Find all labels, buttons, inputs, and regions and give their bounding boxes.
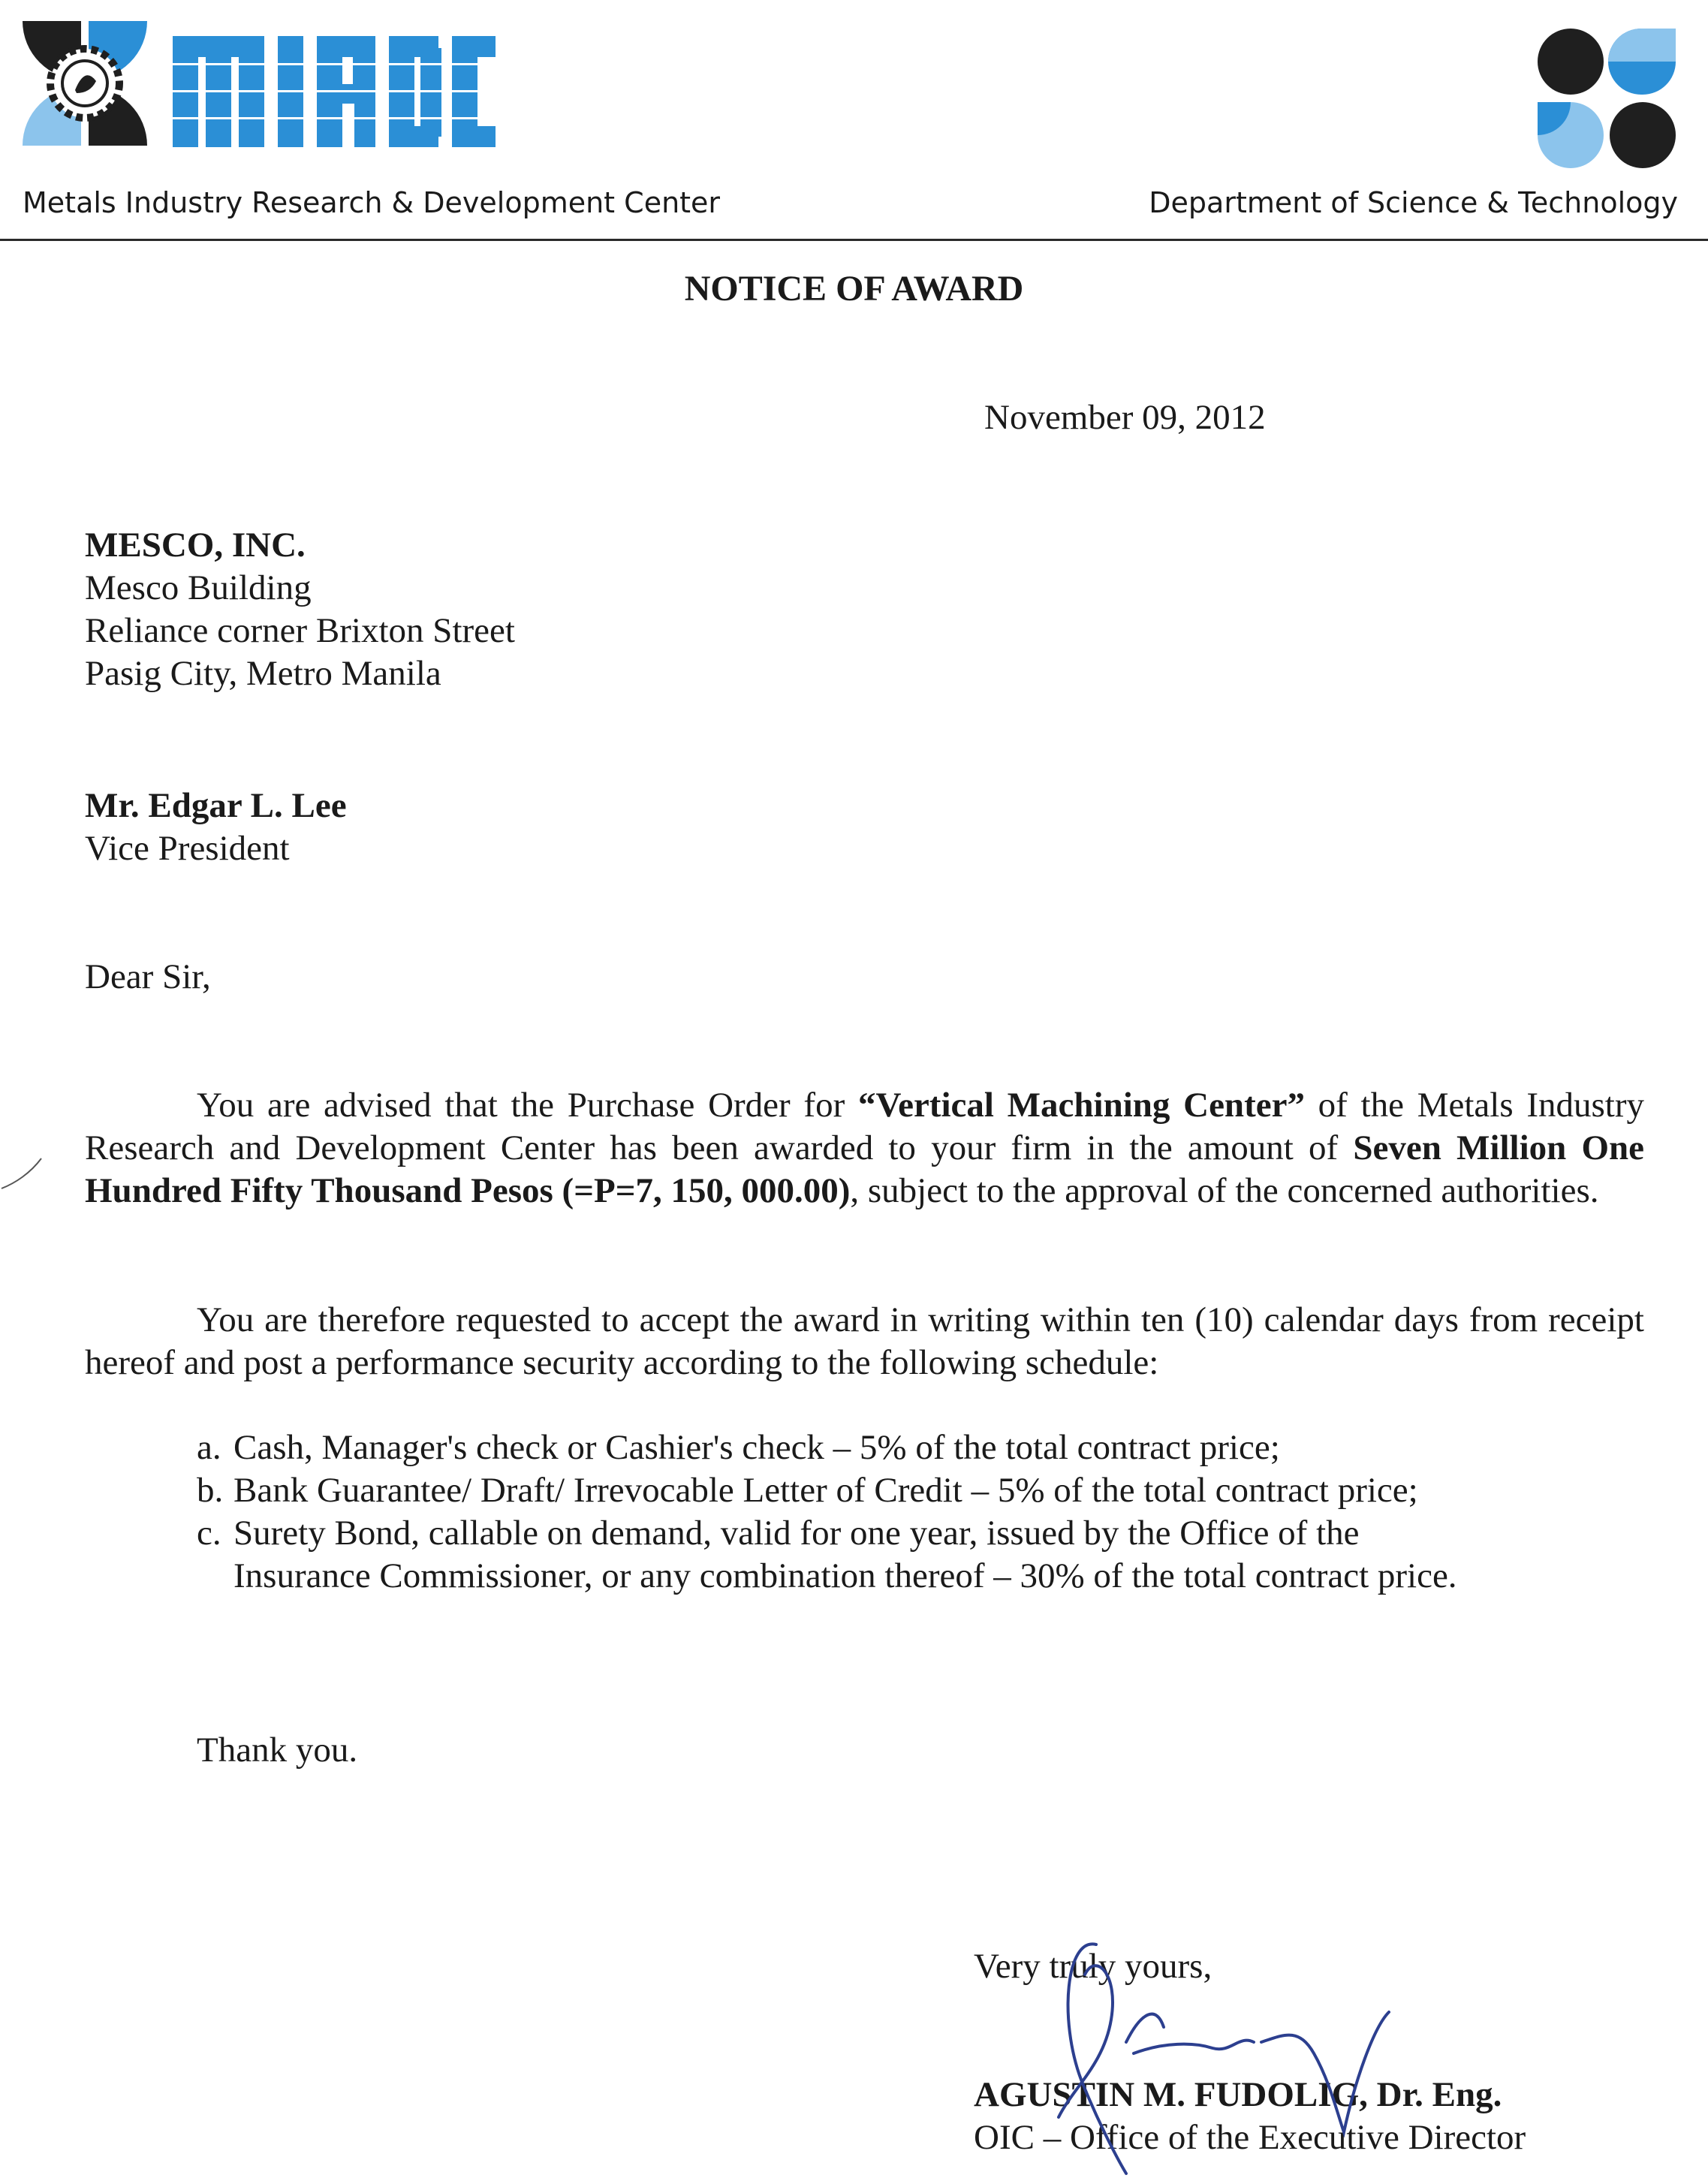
schedule-item [197,1512,1473,1598]
schedule-item [197,1426,1473,1469]
award-paragraph [85,1084,1644,1212]
schedule-item-text: Surety Bond, callable on demand, valid for one year, issued by the Office of the Insurance Commissioner, or any combination thereof – 30% of the total contract price. [233,1514,1457,1595]
recipient-address-line: Reliance corner Brixton Street [85,611,515,650]
item-name: “Vertical Machining Center” [857,1086,1305,1125]
schedule-item-text: Bank Guarantee/ Draft/ Irrevocable Letter of Credit – 5% of the total contract price; [233,1471,1418,1510]
schedule-item-letter: b. [197,1471,224,1510]
closing: Very truly yours, [974,1947,1212,1986]
signer-name: AGUSTIN M. FUDOLIG, Dr. Eng. [974,2075,1502,2114]
recipient-block [85,524,515,695]
dost-logo [1535,27,1679,170]
mirdc-logo [23,21,496,152]
scan-artifact-mark [0,1155,45,1192]
mirdc-emblem [23,21,147,146]
department-name: Department of Science & Technology [1149,186,1678,219]
addressee-title: Vice President [85,829,290,868]
award-text: of the Metals Industry Research and Development Center has been awarded to your firm in the amount of [85,1086,1644,1167]
schedule-item-letter: a. [197,1428,221,1467]
addressee-name: Mr. Edgar L. Lee [85,786,347,825]
thank-you: Thank you. [197,1731,358,1770]
schedule-item-text: Cash, Manager's check or Cashier's check – 5% of the total contract price; [233,1428,1280,1467]
center-name: Metals Industry Research & Development Center [23,186,721,219]
letter-date: November 09, 2012 [984,398,1266,437]
header-divider [0,239,1708,241]
schedule-item-letter: c. [197,1514,221,1553]
security-schedule-list [197,1426,1473,1598]
notice-title: NOTICE OF AWARD [684,269,1024,309]
award-amount: Seven Million One Hundred Fifty Thousand Pesos (=P=7, 150, 000.00) [85,1128,1645,1210]
signer-title: OIC – Office of the Executive Director [974,2118,1526,2157]
recipient-company: MESCO, INC. [85,526,306,565]
request-paragraph: You are therefore requested to accept the award in writing within ten (10) calendar days from receipt hereof and post a performance security according to the following schedule: [85,1300,1644,1382]
recipient-address-line: Mesco Building [85,568,312,607]
schedule-item [197,1469,1473,1512]
award-text: You are advised that the Purchase Order for [197,1086,858,1125]
recipient-address-line: Pasig City, Metro Manila [85,654,441,693]
addressee-block [85,785,347,870]
salutation: Dear Sir, [85,957,211,996]
award-text: , subject to the approval of the concerned authorities. [850,1171,1599,1210]
